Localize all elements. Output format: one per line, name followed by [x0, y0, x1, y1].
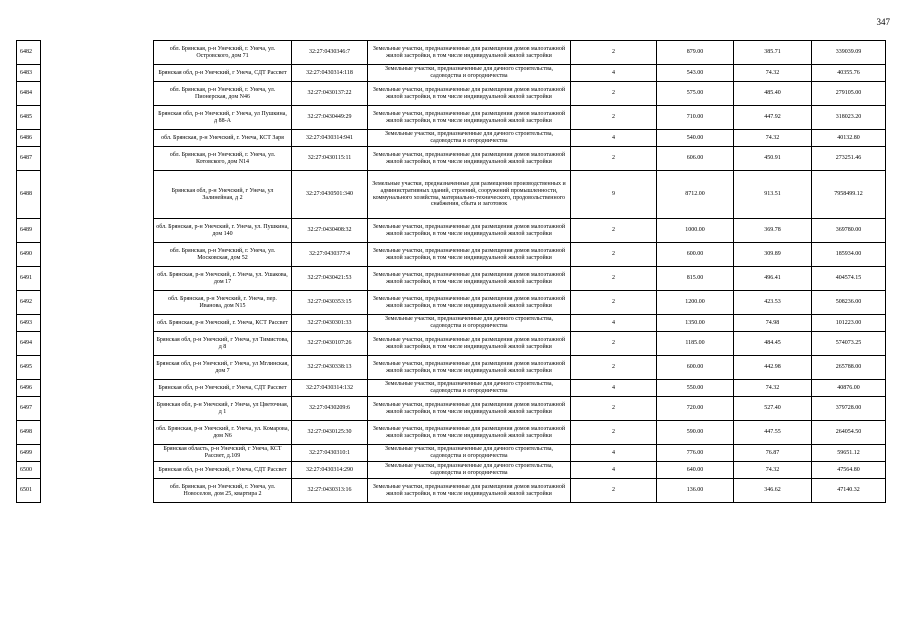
blank-cell [41, 147, 154, 171]
blank-cell [41, 130, 154, 147]
specific-value-cell: 913.51 [734, 171, 812, 219]
cadastral-number-cell: 32:27:0430501:340 [292, 171, 368, 219]
table-row [17, 332, 886, 356]
address-cell: обл. Брянская, р-н Унечский, г. Унеча, ул. Московская, дом 52 [154, 243, 292, 267]
row-number: 6484 [17, 82, 41, 106]
blank-cell [41, 356, 154, 380]
row-number: 6483 [17, 65, 41, 82]
cadastral-number-cell: 32:27:0430346:7 [292, 41, 368, 65]
group-cell: 2 [571, 267, 657, 291]
specific-value-cell: 527.40 [734, 397, 812, 421]
blank-cell [41, 267, 154, 291]
specific-value-cell: 74.32 [734, 380, 812, 397]
land-use-cell: Земельные участки, предназначенные для размещения домов малоэтажной жилой застройки, в том числе индивидуальной жилой застройки [368, 41, 571, 65]
cadastral-number-cell: 32:27:0430314:132 [292, 380, 368, 397]
cadastral-value-cell: 574073.25 [812, 332, 886, 356]
cadastral-value-table [16, 40, 886, 503]
row-number: 6493 [17, 315, 41, 332]
area-cell: 606.00 [657, 147, 734, 171]
address-cell: Брянская обл, р-н Унечский, г Унеча, СДТ Рассвет [154, 462, 292, 479]
row-number: 6487 [17, 147, 41, 171]
table-row [17, 106, 886, 130]
blank-cell [41, 171, 154, 219]
table-row [17, 219, 886, 243]
land-use-cell: Земельные участки, предназначенные для дачного строительства, садоводства и огородничества [368, 380, 571, 397]
row-number: 6501 [17, 479, 41, 503]
blank-cell [41, 291, 154, 315]
cadastral-number-cell: 32:27:0430408:32 [292, 219, 368, 243]
address-cell: обл. Брянская, р-н Унечский, г. Унеча, ул. Островского, дом 71 [154, 41, 292, 65]
table-row [17, 82, 886, 106]
cadastral-number-cell: 32:27:0430377:4 [292, 243, 368, 267]
blank-cell [41, 82, 154, 106]
land-use-cell: Земельные участки, предназначенные для дачного строительства, садоводства и огородничества [368, 65, 571, 82]
cadastral-value-cell: 185934.00 [812, 243, 886, 267]
row-number: 6494 [17, 332, 41, 356]
area-cell: 1000.00 [657, 219, 734, 243]
land-use-cell: Земельные участки, предназначенные для размещения домов малоэтажной жилой застройки, в том числе индивидуальной жилой застройки [368, 356, 571, 380]
specific-value-cell: 74.32 [734, 462, 812, 479]
table-row [17, 479, 886, 503]
table-row [17, 356, 886, 380]
area-cell: 1200.00 [657, 291, 734, 315]
blank-cell [41, 479, 154, 503]
address-cell: обл. Брянская, р-н Унечский, г. Унеча, пер. Иванова, дом N15 [154, 291, 292, 315]
group-cell: 2 [571, 82, 657, 106]
group-cell: 4 [571, 462, 657, 479]
cadastral-value-cell: 369780.00 [812, 219, 886, 243]
land-use-cell: Земельные участки, предназначенные для размещения домов малоэтажной жилой застройки, в том числе индивидуальной жилой застройки [368, 479, 571, 503]
specific-value-cell: 309.89 [734, 243, 812, 267]
cadastral-number-cell: 32:27:0430209:6 [292, 397, 368, 421]
table-row [17, 397, 886, 421]
specific-value-cell: 484.45 [734, 332, 812, 356]
group-cell: 2 [571, 479, 657, 503]
specific-value-cell: 442.98 [734, 356, 812, 380]
group-cell: 2 [571, 41, 657, 65]
row-number: 6491 [17, 267, 41, 291]
cadastral-number-cell: 32:27:0430353:15 [292, 291, 368, 315]
cadastral-value-cell: 404574.15 [812, 267, 886, 291]
specific-value-cell: 447.92 [734, 106, 812, 130]
row-number: 6482 [17, 41, 41, 65]
cadastral-value-cell: 508236.00 [812, 291, 886, 315]
land-use-cell: Земельные участки, предназначенные для дачного строительства, садоводства и огородничества [368, 445, 571, 462]
address-cell: Брянская обл, р-н Унечский, г Унеча, ул Мглинская, дом 7 [154, 356, 292, 380]
group-cell: 2 [571, 356, 657, 380]
cadastral-number-cell: 32:27:0430301:33 [292, 315, 368, 332]
area-cell: 710.00 [657, 106, 734, 130]
cadastral-value-cell: 101223.00 [812, 315, 886, 332]
area-cell: 640.00 [657, 462, 734, 479]
group-cell: 2 [571, 243, 657, 267]
row-number: 6486 [17, 130, 41, 147]
specific-value-cell: 485.40 [734, 82, 812, 106]
row-number: 6500 [17, 462, 41, 479]
group-cell: 2 [571, 106, 657, 130]
cadastral-number-cell: 32:27:0430115:11 [292, 147, 368, 171]
land-use-cell: Земельные участки, предназначенные для размещения домов малоэтажной жилой застройки, в том числе индивидуальной жилой застройки [368, 106, 571, 130]
blank-cell [41, 421, 154, 445]
group-cell: 2 [571, 421, 657, 445]
specific-value-cell: 369.78 [734, 219, 812, 243]
group-cell: 2 [571, 291, 657, 315]
cadastral-number-cell: 32:27:0430125:30 [292, 421, 368, 445]
cadastral-value-cell: 40132.80 [812, 130, 886, 147]
row-number: 6497 [17, 397, 41, 421]
table-row [17, 291, 886, 315]
blank-cell [41, 41, 154, 65]
group-cell: 4 [571, 315, 657, 332]
group-cell: 9 [571, 171, 657, 219]
row-number: 6485 [17, 106, 41, 130]
row-number: 6495 [17, 356, 41, 380]
address-cell: Брянская обл, р-н Унечский, г Унеча, ул Тимистова, д 8 [154, 332, 292, 356]
cadastral-number-cell: 32:27:0430449:29 [292, 106, 368, 130]
table-row [17, 462, 886, 479]
group-cell: 4 [571, 130, 657, 147]
cadastral-number-cell: 32:27:0430310:1 [292, 445, 368, 462]
table-row [17, 445, 886, 462]
group-cell: 4 [571, 65, 657, 82]
blank-cell [41, 397, 154, 421]
row-number: 6488 [17, 171, 41, 219]
area-cell: 815.00 [657, 267, 734, 291]
address-cell: обл. Брянская, р-н Унечский, г. Унеча, ул. Комарова, дом N6 [154, 421, 292, 445]
cadastral-number-cell: 32:27:0430313:16 [292, 479, 368, 503]
area-cell: 600.00 [657, 243, 734, 267]
cadastral-value-cell: 59651.12 [812, 445, 886, 462]
address-cell: обл. Брянская, р-н Унечский, г. Унеча, КСТ Заря [154, 130, 292, 147]
blank-cell [41, 462, 154, 479]
cadastral-value-cell: 40876.00 [812, 380, 886, 397]
cadastral-number-cell: 32:27:0430338:13 [292, 356, 368, 380]
land-use-cell: Земельные участки, предназначенные для размещения домов малоэтажной жилой застройки, в том числе индивидуальной жилой застройки [368, 267, 571, 291]
blank-cell [41, 332, 154, 356]
table-row [17, 171, 886, 219]
page-number: 347 [876, 17, 890, 27]
land-use-cell: Земельные участки, предназначенные для размещения домов малоэтажной жилой застройки, в том числе индивидуальной жилой застройки [368, 219, 571, 243]
area-cell: 543.00 [657, 65, 734, 82]
table-row [17, 380, 886, 397]
blank-cell [41, 315, 154, 332]
specific-value-cell: 496.41 [734, 267, 812, 291]
group-cell: 4 [571, 445, 657, 462]
cadastral-number-cell: 32:27:0430314:118 [292, 65, 368, 82]
area-cell: 1350.00 [657, 315, 734, 332]
area-cell: 540.00 [657, 130, 734, 147]
blank-cell [41, 106, 154, 130]
cadastral-value-cell: 273251.46 [812, 147, 886, 171]
specific-value-cell: 346.62 [734, 479, 812, 503]
group-cell: 2 [571, 219, 657, 243]
land-use-cell: Земельные участки, предназначенные для дачного строительства, садоводства и огородничества [368, 315, 571, 332]
row-number: 6498 [17, 421, 41, 445]
address-cell: Брянская обл, р-н Унечский, г Унеча, СДТ Рассвет [154, 65, 292, 82]
blank-cell [41, 380, 154, 397]
cadastral-value-cell: 279105.00 [812, 82, 886, 106]
land-use-cell: Земельные участки, предназначенные для размещения домов малоэтажной жилой застройки, в том числе индивидуальной жилой застройки [368, 147, 571, 171]
table-row [17, 421, 886, 445]
specific-value-cell: 74.32 [734, 130, 812, 147]
land-use-cell: Земельные участки, предназначенные для размещения домов малоэтажной жилой застройки, в том числе индивидуальной жилой застройки [368, 291, 571, 315]
address-cell: обл. Брянская, р-н Унечский, г. Унеча, ул. Новоселов, дом 25, квартира 2 [154, 479, 292, 503]
specific-value-cell: 423.53 [734, 291, 812, 315]
area-cell: 720.00 [657, 397, 734, 421]
cadastral-number-cell: 32:27:0430107:26 [292, 332, 368, 356]
address-cell: обл. Брянская, р-н Унечский, г. Унеча, ул. Ушакова, дом 17 [154, 267, 292, 291]
table-body [17, 41, 886, 503]
area-cell: 879.00 [657, 41, 734, 65]
land-use-cell: Земельные участки, предназначенные для размещения домов малоэтажной жилой застройки, в том числе индивидуальной жилой застройки [368, 332, 571, 356]
blank-cell [41, 243, 154, 267]
specific-value-cell: 385.71 [734, 41, 812, 65]
row-number: 6489 [17, 219, 41, 243]
cadastral-number-cell: 32:27:0430314:941 [292, 130, 368, 147]
land-use-cell: Земельные участки, предназначенные для дачного строительства, садоводства и огородничества [368, 130, 571, 147]
area-cell: 590.00 [657, 421, 734, 445]
specific-value-cell: 74.32 [734, 65, 812, 82]
address-cell: обл. Брянская, р-н Унечский, г. Унеча, КСТ Рассвет [154, 315, 292, 332]
blank-cell [41, 219, 154, 243]
area-cell: 1185.00 [657, 332, 734, 356]
area-cell: 550.00 [657, 380, 734, 397]
address-cell: Брянская обл, р-н Унечский, г Унеча, СДТ Рассвет [154, 380, 292, 397]
table-row [17, 147, 886, 171]
table-row [17, 41, 886, 65]
table-row [17, 243, 886, 267]
table-row [17, 65, 886, 82]
group-cell: 2 [571, 397, 657, 421]
blank-cell [41, 445, 154, 462]
land-use-cell: Земельные участки, предназначенные для размещения домов малоэтажной жилой застройки, в том числе индивидуальной жилой застройки [368, 397, 571, 421]
group-cell: 4 [571, 380, 657, 397]
address-cell: Брянская область, р-н Унечский, г Унеча, КСТ Рассвет, д.109 [154, 445, 292, 462]
cadastral-value-cell: 318023.20 [812, 106, 886, 130]
blank-cell [41, 65, 154, 82]
row-number: 6496 [17, 380, 41, 397]
specific-value-cell: 450.91 [734, 147, 812, 171]
address-cell: Брянская обл, р-н Унечский, г Унеча, ул Залинейная, д 2 [154, 171, 292, 219]
area-cell: 136.00 [657, 479, 734, 503]
area-cell: 575.00 [657, 82, 734, 106]
address-cell: обл. Брянская, р-н Унечский, г. Унеча, ул. Пионерская, дом N46 [154, 82, 292, 106]
cadastral-value-cell: 40355.76 [812, 65, 886, 82]
cadastral-number-cell: 32:27:0430314:290 [292, 462, 368, 479]
address-cell: обл. Брянская, р-н Унечский, г. Унеча, ул. Пушкина, дом 140 [154, 219, 292, 243]
cadastral-value-cell: 47140.32 [812, 479, 886, 503]
land-use-cell: Земельные участки, предназначенные для размещения домов малоэтажной жилой застройки, в том числе индивидуальной жилой застройки [368, 421, 571, 445]
cadastral-number-cell: 32:27:0430137:22 [292, 82, 368, 106]
land-use-cell: Земельные участки, предназначенные для размещения производственных и административных зданий, строений, сооружений промышленности, коммунального хозяйства, материально-технического, продовольственного снабжения, сбыта и заготовок [368, 171, 571, 219]
table-row [17, 267, 886, 291]
area-cell: 8712.00 [657, 171, 734, 219]
address-cell: Брянская обл, р-н Унечский, г Унеча, ул Пушкина, д 88-А [154, 106, 292, 130]
cadastral-value-cell: 265788.00 [812, 356, 886, 380]
row-number: 6490 [17, 243, 41, 267]
area-cell: 776.00 [657, 445, 734, 462]
group-cell: 2 [571, 332, 657, 356]
address-cell: обл. Брянская, р-н Унечский, г. Унеча, ул. Котовского, дом N14 [154, 147, 292, 171]
cadastral-value-cell: 264054.50 [812, 421, 886, 445]
land-use-cell: Земельные участки, предназначенные для дачного строительства, садоводства и огородничества [368, 462, 571, 479]
cadastral-value-cell: 47564.80 [812, 462, 886, 479]
specific-value-cell: 76.87 [734, 445, 812, 462]
land-use-cell: Земельные участки, предназначенные для размещения домов малоэтажной жилой застройки, в том числе индивидуальной жилой застройки [368, 82, 571, 106]
row-number: 6499 [17, 445, 41, 462]
cadastral-value-cell: 339039.09 [812, 41, 886, 65]
table-row [17, 130, 886, 147]
group-cell: 2 [571, 147, 657, 171]
specific-value-cell: 447.55 [734, 421, 812, 445]
specific-value-cell: 74.98 [734, 315, 812, 332]
cadastral-value-cell: 379728.00 [812, 397, 886, 421]
cadastral-value-cell: 7958499.12 [812, 171, 886, 219]
land-use-cell: Земельные участки, предназначенные для размещения домов малоэтажной жилой застройки, в том числе индивидуальной жилой застройки [368, 243, 571, 267]
area-cell: 600.00 [657, 356, 734, 380]
cadastral-number-cell: 32:27:0430421:53 [292, 267, 368, 291]
table-row [17, 315, 886, 332]
address-cell: Брянская обл, р-н Унечский, г Унеча, ул Цветочная, д 1 [154, 397, 292, 421]
row-number: 6492 [17, 291, 41, 315]
